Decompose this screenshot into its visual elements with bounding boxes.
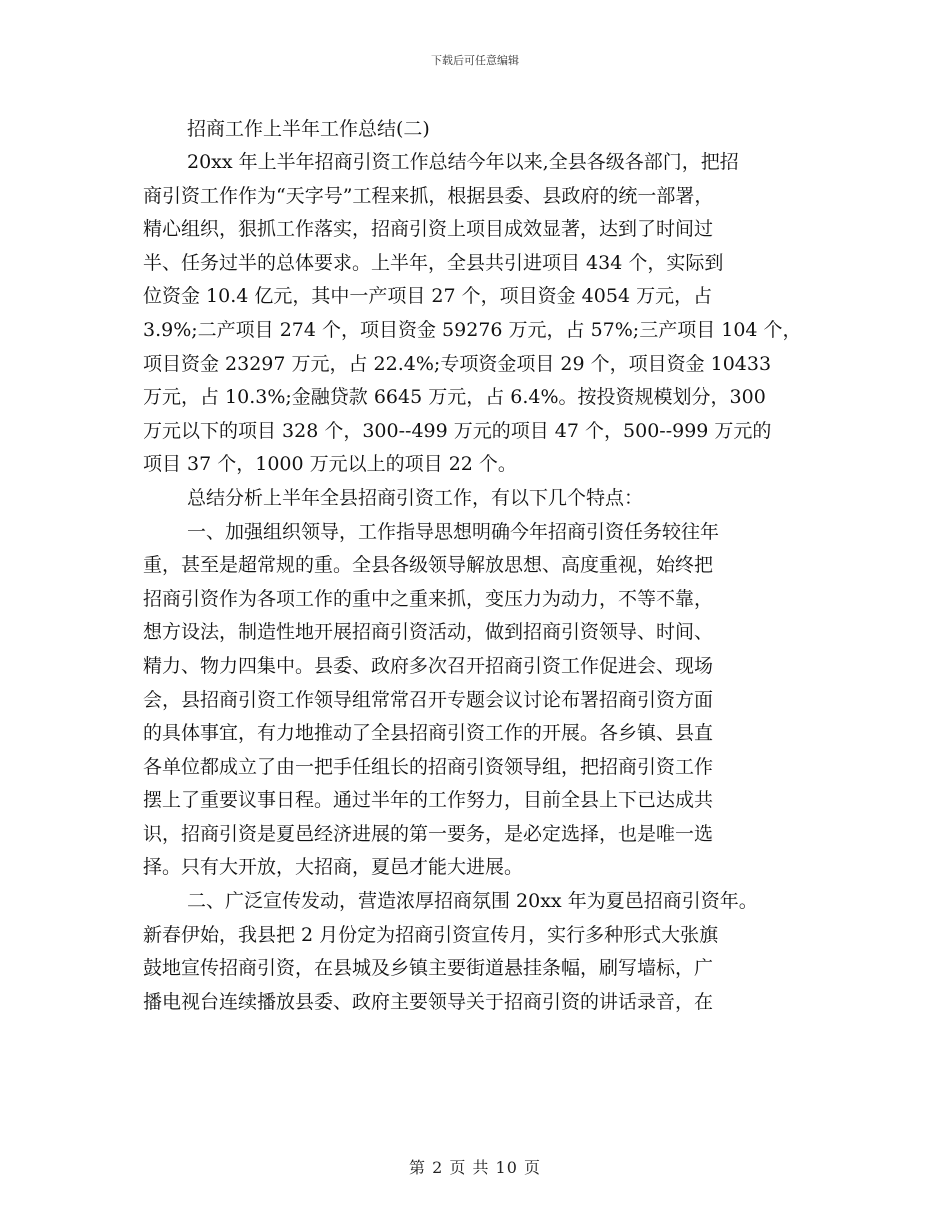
- text-line: 想方设法，制造性地开展招商引资活动，做到招商引资领导、时间、: [143, 621, 714, 644]
- document-title: 招商工作上半年工作总结(二): [187, 118, 430, 140]
- paragraph-section-one: [143, 516, 843, 886]
- text-line: 项目资金 23297 万元，占 22.4%;专项资金项目 29 个，项目资金 10433: [143, 352, 772, 375]
- text-line: 识，招商引资是夏邑经济进展的第一要务，是必定选择，也是唯一选: [143, 822, 714, 845]
- text-line: 位资金 10.4 亿元，其中一产项目 27 个，项目资金 4054 万元，占: [143, 285, 713, 308]
- text-line: 二、广泛宣传发动，营造浓厚招商氛围 20xx 年为夏邑招商引资年。: [187, 890, 758, 913]
- page-header: [0, 52, 950, 68]
- text-line: 项目 37 个，1000 万元以上的项目 22 个。: [143, 453, 517, 476]
- page-footer: [0, 1155, 950, 1178]
- text-line: 3.9%;二产项目 274 个，项目资金 59276 万元，占 57%;三产项目 104 个，: [143, 318, 802, 341]
- text-line: 各单位都成立了由一把手任组长的招商引资领导组，把招商引资工作: [143, 755, 714, 778]
- document-body: [143, 113, 843, 1019]
- text-line: 重，甚至是超常规的重。全县各级领导解放思想、高度重视，始终把: [143, 554, 714, 577]
- page-number: 第 2 页 共 10 页: [409, 1158, 541, 1177]
- text-line: 精力、物力四集中。县委、政府多次召开招商引资工作促进会、现场: [143, 654, 714, 677]
- text-line: 招商引资作为各项工作的重中之重来抓，变压力为动力，不等不靠，: [143, 587, 714, 610]
- text-line: 鼓地宣传招商引资，在县城及乡镇主要街道悬挂条幅，刷写墙标，广: [143, 957, 714, 980]
- text-line: 的具体事宜，有力地推动了全县招商引资工作的开展。各乡镇、县直: [143, 722, 714, 745]
- text-line: 精心组织，狠抓工作落实，招商引资上项目成效显著，达到了时间过: [143, 218, 714, 241]
- paragraph-section-two: [143, 885, 843, 1019]
- header-note: 下载后可任意编辑: [431, 54, 519, 67]
- text-line: 半、任务过半的总体要求。上半年，全县共引进项目 434 个，实际到: [143, 251, 724, 274]
- text-line: 会，县招商引资工作领导组常常召开专题会议讨论布署招商引资方面: [143, 688, 714, 711]
- text-line: 摆上了重要议事日程。通过半年的工作努力，目前全县上下已达成共: [143, 789, 714, 812]
- text-line: 万元以下的项目 328 个，300--499 万元的项目 47 个，500--999 万元的: [143, 419, 772, 442]
- text-line: 一、加强组织领导，工作指导思想明确今年招商引资任务较往年: [187, 520, 720, 543]
- text-line: 商引资工作作为“天字号”工程来抓，根据县委、县政府的统一部署，: [143, 184, 714, 207]
- paragraph-summary: [143, 146, 843, 482]
- paragraph-features-intro: [143, 482, 843, 516]
- text-line: 择。只有大开放，大招商，夏邑才能大进展。: [143, 856, 524, 879]
- text-line: 总结分析上半年全县招商引资工作，有以下几个特点：: [187, 486, 644, 509]
- text-line: 20xx 年上半年招商引资工作总结今年以来,全县各级各部门，把招: [187, 151, 739, 173]
- text-line: 新春伊始，我县把 2 月份定为招商引资宣传月，实行多种形式大张旗: [143, 923, 719, 946]
- text-line: 万元，占 10.3%;金融贷款 6645 万元，占 6.4%。按投资规模划分，300: [143, 386, 766, 409]
- text-line: 播电视台连续播放县委、政府主要领导关于招商引资的讲话录音，在: [143, 990, 714, 1013]
